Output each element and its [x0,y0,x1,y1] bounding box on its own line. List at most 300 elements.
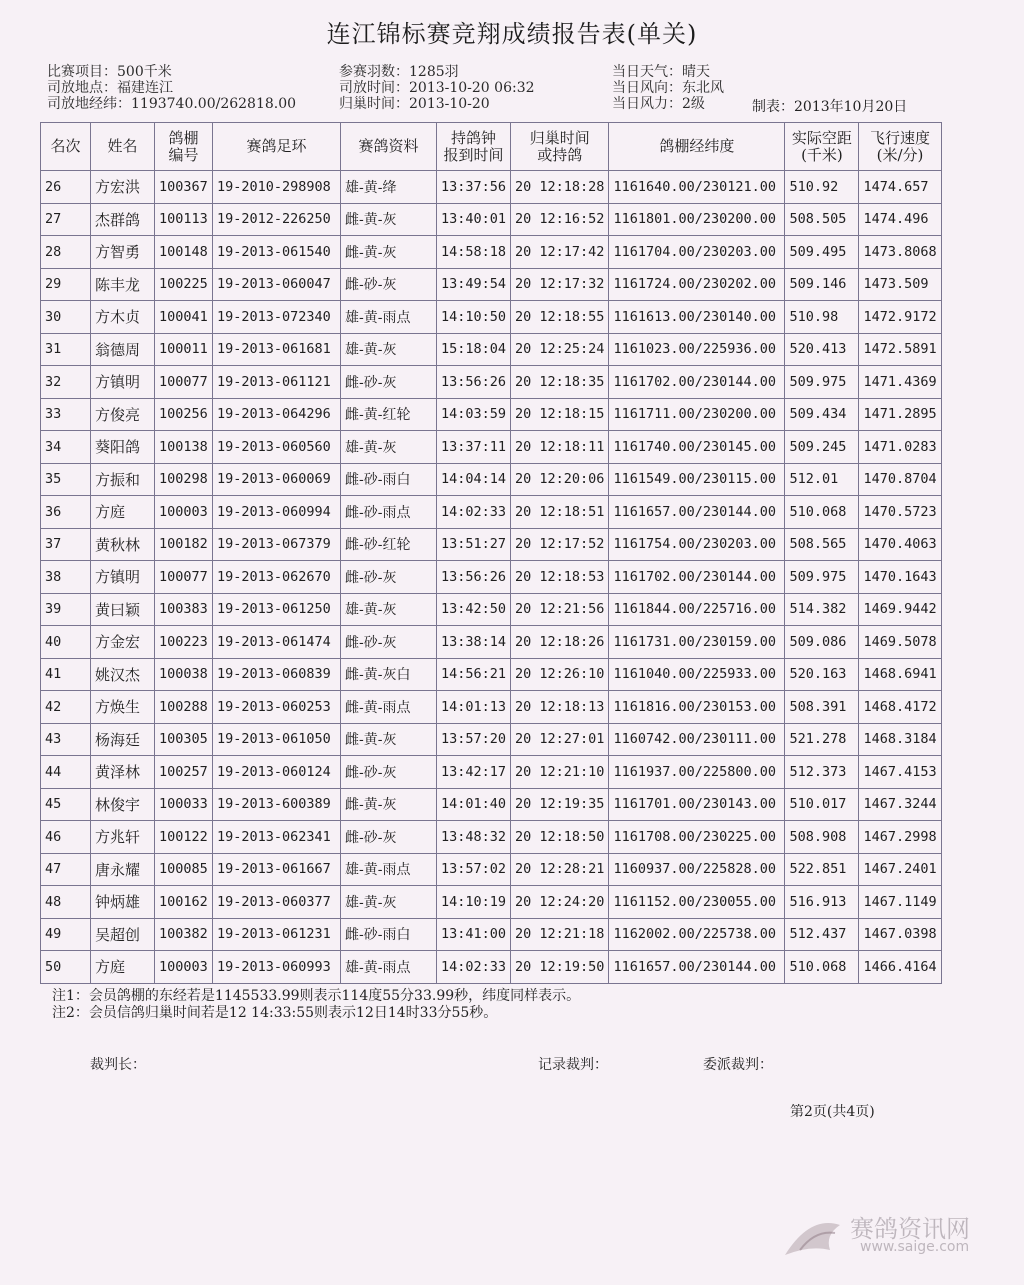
table-cell: 20 12:18:13 [511,691,609,724]
table-cell: 521.278 [785,723,859,756]
table-cell: 100038 [155,658,213,691]
table-cell: 509.975 [785,366,859,399]
table-cell: 40 [41,626,91,659]
results-table [40,122,942,984]
meta-column-1 [47,64,296,112]
table-cell: 杰群鸽 [91,203,155,236]
meta-value: 1193740.00/262818.00 [131,96,297,112]
table-cell: 20 12:27:01 [511,723,609,756]
table-cell: 13:38:14 [437,626,511,659]
table-cell: 1468.4172 [859,691,941,724]
table-cell: 雄-黄-雨点 [341,301,437,334]
table-cell: 雄-黄-雨点 [341,853,437,886]
table-body [41,171,942,984]
table-cell: 14:02:33 [437,496,511,529]
table-cell: 100003 [155,496,213,529]
chief-referee-label: 裁判长： [90,1057,146,1073]
table-cell: 雌-黄-红轮 [341,398,437,431]
table-row [41,886,942,919]
table-row [41,853,942,886]
table-cell: 20 12:25:24 [511,333,609,366]
table-cell: 14:02:33 [437,951,511,984]
table-cell: 14:10:50 [437,301,511,334]
table-cell: 19-2013-061474 [213,626,341,659]
table-cell: 100011 [155,333,213,366]
table-cell: 1473.509 [859,268,941,301]
table-cell: 14:01:13 [437,691,511,724]
table-cell: 13:56:26 [437,561,511,594]
table-cell: 520.163 [785,658,859,691]
table-row [41,951,942,984]
table-cell: 方镇明 [91,561,155,594]
table-cell: 27 [41,203,91,236]
table-cell: 29 [41,268,91,301]
table-cell: 1472.5891 [859,333,941,366]
table-cell: 509.495 [785,236,859,269]
column-header: 飞行速度 (米/分) [859,123,941,171]
table-cell: 1470.5723 [859,496,941,529]
table-cell: 雄-黄-雨点 [341,951,437,984]
table-cell: 1161816.00/230153.00 [609,691,785,724]
table-cell: 100113 [155,203,213,236]
table-cell: 姚汉杰 [91,658,155,691]
table-cell: 100077 [155,366,213,399]
table-cell: 20 12:26:10 [511,658,609,691]
table-cell: 19-2013-060124 [213,756,341,789]
table-row [41,236,942,269]
table-cell: 20 12:18:26 [511,626,609,659]
table-cell: 黄秋林 [91,528,155,561]
meta-column-2 [339,64,535,112]
table-cell: 520.413 [785,333,859,366]
table-cell: 雌-黄-灰 [341,723,437,756]
table-cell: 20 12:18:51 [511,496,609,529]
table-cell: 1470.8704 [859,463,941,496]
table-cell: 31 [41,333,91,366]
meta-label: 当日天气： [612,64,682,80]
notes [52,988,580,1022]
table-row [41,366,942,399]
table-cell: 1161708.00/230225.00 [609,821,785,854]
table-cell: 19-2013-060253 [213,691,341,724]
table-cell: 30 [41,301,91,334]
table-cell: 20 12:18:11 [511,431,609,464]
table-cell: 13:40:01 [437,203,511,236]
table-row [41,203,942,236]
meta-column-3 [612,64,724,112]
table-cell: 雌-砂-灰 [341,756,437,789]
table-cell: 19-2010-298908 [213,171,341,204]
table-cell: 1161724.00/230202.00 [609,268,785,301]
table-cell: 510.92 [785,171,859,204]
meta-label: 司放地经纬： [47,96,131,112]
column-header: 持鸽钟 报到时间 [437,123,511,171]
table-cell: 雌-砂-红轮 [341,528,437,561]
table-cell: 20 12:18:55 [511,301,609,334]
table-cell: 510.98 [785,301,859,334]
recorder-referee-label: 记录裁判： [538,1057,608,1073]
table-cell: 1161731.00/230159.00 [609,626,785,659]
table-cell: 510.017 [785,788,859,821]
table-cell: 雌-砂-雨点 [341,496,437,529]
table-cell: 1468.3184 [859,723,941,756]
table-row [41,723,942,756]
table-cell: 100257 [155,756,213,789]
table-cell: 20 12:18:53 [511,561,609,594]
table-header-row [41,123,942,171]
table-cell: 吴超创 [91,918,155,951]
table-cell: 1160937.00/225828.00 [609,853,785,886]
table-cell: 1471.2895 [859,398,941,431]
meta-line [47,96,296,112]
table-cell: 雄-黄-灰 [341,886,437,919]
table-cell: 14:01:40 [437,788,511,821]
table-cell: 黄曰颖 [91,593,155,626]
page-number: 第2页(共4页) [790,1104,875,1120]
meta-value: 东北风 [682,80,724,96]
table-row [41,691,942,724]
table-cell: 1160742.00/230111.00 [609,723,785,756]
table-cell: 512.373 [785,756,859,789]
table-cell: 20 12:28:21 [511,853,609,886]
table-cell: 514.382 [785,593,859,626]
table-cell: 1161704.00/230203.00 [609,236,785,269]
meta-label: 比赛项目： [47,64,117,80]
table-cell: 100367 [155,171,213,204]
table-cell: 1467.2998 [859,821,941,854]
table-cell: 1469.9442 [859,593,941,626]
table-cell: 1161613.00/230140.00 [609,301,785,334]
table-cell: 唐永耀 [91,853,155,886]
table-cell: 1161702.00/230144.00 [609,366,785,399]
meta-label: 司放地点： [47,80,117,96]
table-cell: 13:42:50 [437,593,511,626]
table-cell: 14:56:21 [437,658,511,691]
table-cell: 34 [41,431,91,464]
table-cell: 1472.9172 [859,301,941,334]
table-cell: 41 [41,658,91,691]
table-cell: 1161711.00/230200.00 [609,398,785,431]
pigeon-logo-icon [780,1205,850,1265]
table-cell: 35 [41,463,91,496]
table-cell: 方焕生 [91,691,155,724]
table-cell: 19-2013-062341 [213,821,341,854]
meta-value: 2013-10-20 [409,96,490,112]
table-cell: 13:42:17 [437,756,511,789]
table-cell: 1161740.00/230145.00 [609,431,785,464]
table-cell: 36 [41,496,91,529]
table-cell: 49 [41,918,91,951]
table-cell: 1161657.00/230144.00 [609,496,785,529]
table-cell: 1161023.00/225936.00 [609,333,785,366]
table-cell: 1467.4153 [859,756,941,789]
meta-value: 2013-10-20 06:32 [409,80,535,96]
table-cell: 黄泽林 [91,756,155,789]
table-cell: 13:56:26 [437,366,511,399]
table-cell: 20 12:18:15 [511,398,609,431]
table-cell: 雌-黄-灰 [341,203,437,236]
table-cell: 100122 [155,821,213,854]
table-cell: 1161754.00/230203.00 [609,528,785,561]
table-cell: 19-2013-064296 [213,398,341,431]
table-cell: 37 [41,528,91,561]
table-cell: 1474.657 [859,171,941,204]
table-cell: 43 [41,723,91,756]
table-cell: 20 12:17:52 [511,528,609,561]
meta-value: 2级 [682,96,705,112]
table-row [41,333,942,366]
table-cell: 42 [41,691,91,724]
table-cell: 20 12:21:10 [511,756,609,789]
table-cell: 20 12:17:32 [511,268,609,301]
table-cell: 雌-黄-灰 [341,788,437,821]
table-cell: 13:37:11 [437,431,511,464]
table-cell: 雄-黄-绛 [341,171,437,204]
table-cell: 1468.6941 [859,658,941,691]
meta-value: 500千米 [117,64,172,80]
table-cell: 19-2013-062670 [213,561,341,594]
meta-label: 参赛羽数： [339,64,409,80]
table-cell: 100288 [155,691,213,724]
table-cell: 14:04:14 [437,463,511,496]
table-cell: 100383 [155,593,213,626]
table-cell: 20 12:18:50 [511,821,609,854]
table-cell: 方宏洪 [91,171,155,204]
meta-label: 当日风向： [612,80,682,96]
meta-line [339,64,535,80]
table-cell: 26 [41,171,91,204]
table-cell: 19-2013-060560 [213,431,341,464]
table-cell: 1161702.00/230144.00 [609,561,785,594]
table-cell: 20 12:24:20 [511,886,609,919]
table-cell: 100223 [155,626,213,659]
table-cell: 雌-砂-灰 [341,366,437,399]
table-cell: 510.068 [785,951,859,984]
table-cell: 32 [41,366,91,399]
table-cell: 509.434 [785,398,859,431]
table-cell: 46 [41,821,91,854]
table-cell: 雌-砂-雨白 [341,918,437,951]
table-cell: 19-2013-061681 [213,333,341,366]
table-cell: 100182 [155,528,213,561]
watermark-url: www.saige.com [860,1239,970,1255]
column-header: 归巢时间 或持鸽 [511,123,609,171]
table-cell: 19-2013-061540 [213,236,341,269]
table-cell: 19-2013-060994 [213,496,341,529]
table-cell: 39 [41,593,91,626]
table-cell: 19-2013-060377 [213,886,341,919]
table-cell: 1469.5078 [859,626,941,659]
table-row [41,496,942,529]
table-cell: 522.851 [785,853,859,886]
table-cell: 14:03:59 [437,398,511,431]
table-cell: 13:37:56 [437,171,511,204]
table-cell: 方振和 [91,463,155,496]
table-cell: 1471.4369 [859,366,941,399]
table-row [41,463,942,496]
table-cell: 100382 [155,918,213,951]
table-cell: 1466.4164 [859,951,941,984]
column-header: 鸽棚经纬度 [609,123,785,171]
table-cell: 1161801.00/230200.00 [609,203,785,236]
table-cell: 20 12:19:50 [511,951,609,984]
table-cell: 1161549.00/230115.00 [609,463,785,496]
table-cell: 钟炳雄 [91,886,155,919]
table-cell: 19-2013-060069 [213,463,341,496]
meta-line [612,80,724,96]
table-cell: 100256 [155,398,213,431]
table-cell: 19-2013-600389 [213,788,341,821]
table-cell: 方金宏 [91,626,155,659]
table-row [41,658,942,691]
table-row [41,301,942,334]
meta-value: 福建连江 [117,80,173,96]
table-row [41,268,942,301]
table-cell: 508.565 [785,528,859,561]
meta-line [47,64,296,80]
table-cell: 杨海廷 [91,723,155,756]
report-title: 连江锦标赛竞翔成绩报告表(单关) [326,20,698,48]
watermark-text: 赛鸽资讯网 [850,1215,970,1243]
meta-line [47,80,296,96]
meta-value: 1285羽 [409,64,459,80]
table-cell: 19-2013-060839 [213,658,341,691]
table-cell: 1161040.00/225933.00 [609,658,785,691]
meta-line [612,64,724,80]
table-cell: 13:57:20 [437,723,511,756]
table-cell: 方庭 [91,496,155,529]
table-cell: 508.505 [785,203,859,236]
table-cell: 雌-砂-灰 [341,821,437,854]
table-cell: 19-2013-061231 [213,918,341,951]
table-cell: 1467.2401 [859,853,941,886]
table-cell: 100003 [155,951,213,984]
table-cell: 38 [41,561,91,594]
site-watermark [780,1205,980,1265]
table-cell: 509.146 [785,268,859,301]
table-cell: 方智勇 [91,236,155,269]
table-cell: 雄-黄-灰 [341,333,437,366]
table-row [41,821,942,854]
table-cell: 50 [41,951,91,984]
table-cell: 1162002.00/225738.00 [609,918,785,951]
table-cell: 1473.8068 [859,236,941,269]
table-cell: 1161937.00/225800.00 [609,756,785,789]
table-cell: 雌-砂-灰 [341,268,437,301]
table-cell: 33 [41,398,91,431]
table-cell: 516.913 [785,886,859,919]
column-header: 名次 [41,123,91,171]
table-cell: 方俊亮 [91,398,155,431]
table-cell: 方兆轩 [91,821,155,854]
table-cell: 48 [41,886,91,919]
table-cell: 100162 [155,886,213,919]
table-cell: 1471.0283 [859,431,941,464]
table-cell: 1474.496 [859,203,941,236]
table-cell: 陈丰龙 [91,268,155,301]
table-row [41,561,942,594]
table-cell: 雄-黄-灰 [341,593,437,626]
table-cell: 19-2013-060047 [213,268,341,301]
meta-line [339,96,535,112]
column-header: 姓名 [91,123,155,171]
table-cell: 19-2013-067379 [213,528,341,561]
meta-label: 归巢时间： [339,96,409,112]
table-cell: 100041 [155,301,213,334]
table-cell: 20 12:17:42 [511,236,609,269]
table-cell: 28 [41,236,91,269]
table-cell: 512.437 [785,918,859,951]
table-cell: 方庭 [91,951,155,984]
table-cell: 雄-黄-灰 [341,431,437,464]
table-cell: 100305 [155,723,213,756]
table-cell: 1161844.00/225716.00 [609,593,785,626]
table-cell: 100085 [155,853,213,886]
column-header: 赛鸽足环 [213,123,341,171]
table-cell: 1161152.00/230055.00 [609,886,785,919]
table-row [41,626,942,659]
table-row [41,398,942,431]
table-cell: 20 12:20:06 [511,463,609,496]
meta-label: 司放时间： [339,80,409,96]
table-cell: 20 12:16:52 [511,203,609,236]
table-cell: 方镇明 [91,366,155,399]
column-header: 赛鸽资料 [341,123,437,171]
table-cell: 509.975 [785,561,859,594]
table-cell: 45 [41,788,91,821]
table-cell: 翁德周 [91,333,155,366]
table-cell: 508.391 [785,691,859,724]
table-cell: 1467.0398 [859,918,941,951]
table-cell: 方木贞 [91,301,155,334]
table-row [41,593,942,626]
table-cell: 雌-砂-雨白 [341,463,437,496]
table-row [41,788,942,821]
table-cell: 100138 [155,431,213,464]
table-cell: 512.01 [785,463,859,496]
table-cell: 19-2013-072340 [213,301,341,334]
table-cell: 19-2013-061250 [213,593,341,626]
table-cell: 雌-砂-灰 [341,561,437,594]
table-cell: 47 [41,853,91,886]
table-cell: 13:48:32 [437,821,511,854]
table-cell: 19-2013-061667 [213,853,341,886]
table-cell: 1467.3244 [859,788,941,821]
table-cell: 1470.4063 [859,528,941,561]
table-cell: 100298 [155,463,213,496]
table-cell: 20 12:19:35 [511,788,609,821]
table-cell: 100148 [155,236,213,269]
table-cell: 1467.1149 [859,886,941,919]
made-date: 制表：2013年10月20日 [752,99,908,115]
table-cell: 13:51:27 [437,528,511,561]
column-header: 鸽棚 编号 [155,123,213,171]
table-cell: 508.908 [785,821,859,854]
table-cell: 13:41:00 [437,918,511,951]
table-cell: 20 12:21:18 [511,918,609,951]
table-cell: 林俊宇 [91,788,155,821]
table-cell: 葵阳鸽 [91,431,155,464]
note-1: 注1：会员鸽棚的东经若是1145533.99则表示114度55分33.99秒，纬度同样表示。 [52,988,581,1004]
table-cell: 1470.1643 [859,561,941,594]
meta-line [339,80,535,96]
column-header: 实际空距 (千米) [785,123,859,171]
table-row [41,756,942,789]
table-cell: 雌-黄-灰 [341,236,437,269]
table-row [41,171,942,204]
table-cell: 1161701.00/230143.00 [609,788,785,821]
table-cell: 510.068 [785,496,859,529]
